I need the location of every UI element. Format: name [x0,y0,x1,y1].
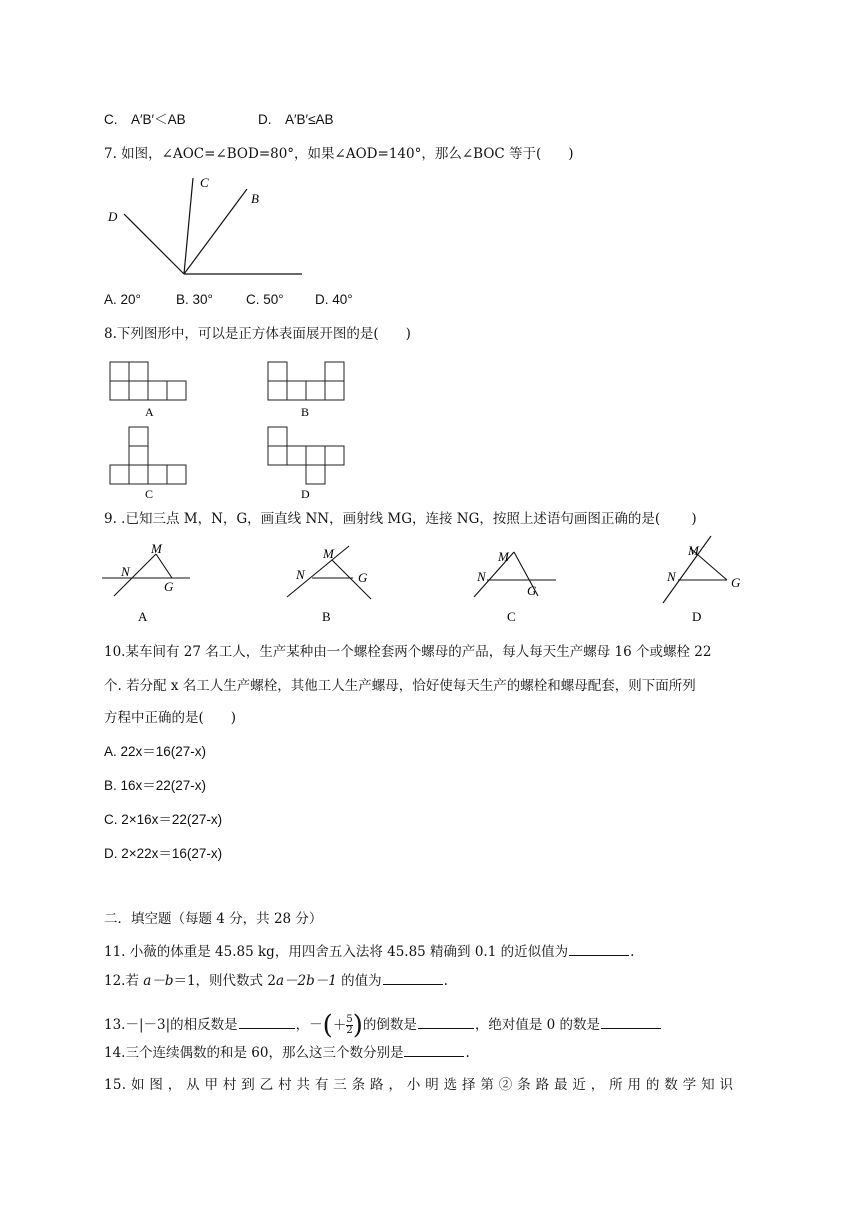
q10-option-d: D. 2×22x＝16(27-x) [104,846,223,861]
q11 [104,941,634,961]
q9-figures [100,536,750,631]
q9b-label-m: M [323,546,334,561]
q9d-label-g: G [731,575,741,590]
q9b-label-g: G [358,570,368,585]
q10-option-b: B. 16x＝22(27-x) [104,778,207,793]
q7-option-a: A. 20° [104,292,141,307]
q14 [104,1042,470,1062]
q13-numerator: 5 [346,1014,353,1025]
q6-option-d: D. A′B′≤AB [258,112,334,127]
q12 [104,970,448,990]
q7-option-c: C. 50° [246,292,284,307]
q12-prefix: 12.若 [104,973,144,989]
q10-option-a: A. 22x＝16(27-x) [104,744,207,759]
q10-stem-line3: 方程中正确的是( ) [104,710,237,726]
q9d-label-n: N [667,569,676,584]
q7-label-b: B [251,191,259,206]
q13-blank-3 [601,1014,661,1029]
q13-blank-1 [239,1014,295,1029]
q9-option-d-label: D [692,609,702,624]
q9d-label-m: M [688,543,699,558]
q7-option-b: B. 30° [176,292,213,307]
q8-cube-nets [100,355,360,505]
q13-plus: ＋ [332,1017,347,1034]
q12-answer-blank [383,970,443,985]
q10-option-c: C. 2×16x＝22(27-x) [104,812,223,827]
q14-text: 14.三个连续偶数的和是 60，那么这三个数分别是 [104,1045,404,1061]
q11-end: . [630,944,635,960]
q11-text: 11. 小薇的体重是 45.85 kg，用四舍五入法将 45.85 精确到 0.1 的近似值为 [104,944,569,960]
q13-denominator: 2 [346,1025,353,1036]
q8-label-a: A [145,405,154,419]
q7-angle-figure [100,168,310,283]
section-heading: 二．填空题（每题 4 分，共 28 分） [104,911,323,927]
q9c-label-m: M [498,549,509,564]
q9-option-c-label: C [507,609,516,624]
q8-label-b: B [301,405,310,419]
q13-part2: 的倒数是 [362,1017,417,1033]
q13-part3: ，绝对值是 0 的数是 [474,1017,601,1033]
q9b-label-n: N [296,567,305,582]
q11-answer-blank [569,941,629,956]
q6-option-c: C. A′B′＜AB [104,112,186,127]
q13: 13.－|－3|的相反数是 ，－(＋ $\frac{5}{2}$ )的倒数是 ，绝对值是 0 的数是 [104,1014,662,1036]
q9a-label-n: N [121,564,130,579]
q14-end: . [465,1045,470,1061]
q7-option-d: D. 40° [315,292,353,307]
q7-stem: 7. 如图，∠AOC=∠BOD=80°，如果∠AOD=140°，那么∠BOC 等于( ) [104,146,574,162]
q12-suffix: 的值为 [336,973,382,989]
q9-stem: 9. .已知三点 M，N，G，画直线 NN，画射线 MG，连接 NG，按照上述语句画图正确的是( ) [104,511,697,527]
q9a-label-m: M [151,541,162,556]
q9c-label-g: G [527,583,537,598]
q10-stem-line2: 个. 若分配 x 名工人生产螺栓，其他工人生产螺母，恰好使每天生产的螺栓和螺母配套，则下面所列 [104,678,696,694]
q13-blank-2 [418,1014,474,1029]
q14-answer-blank [404,1042,464,1057]
q8-stem: 8.下列图形中，可以是正方体表面展开图的是( ) [104,326,411,342]
q9c-label-n: N [477,569,486,584]
q7-label-c: C [200,175,209,190]
q13-part1: 13.－|－3|的相反数是 [104,1017,238,1033]
q7-label-d: D [108,209,118,224]
q12-end: . [443,973,448,989]
q12-condition: a－b [143,973,174,989]
q9-option-b-label: B [322,609,331,624]
q12-expression: a－2b－1 [275,973,337,989]
q10-stem-line1: 10.某车间有 27 名工人，生产某种由一个螺栓套两个螺母的产品，每人每天生产螺母 16 个或螺栓 22 [104,644,712,660]
q9a-label-g: G [164,579,174,594]
q9-option-a-label: A [138,609,148,624]
q13-sep: ，－ [295,1017,323,1033]
q15-text: 15. 如 图 ， 从 甲 村 到 乙 村 共 有 三 条 路 ， 小 明 选 择 第 ② 条 路 最 近 ， 所 用 的 数 学 知 识 [104,1077,734,1093]
q12-mid: ＝1，则代数式 2 [173,973,276,989]
q8-label-c: C [145,487,154,501]
q8-label-d: D [301,487,310,501]
